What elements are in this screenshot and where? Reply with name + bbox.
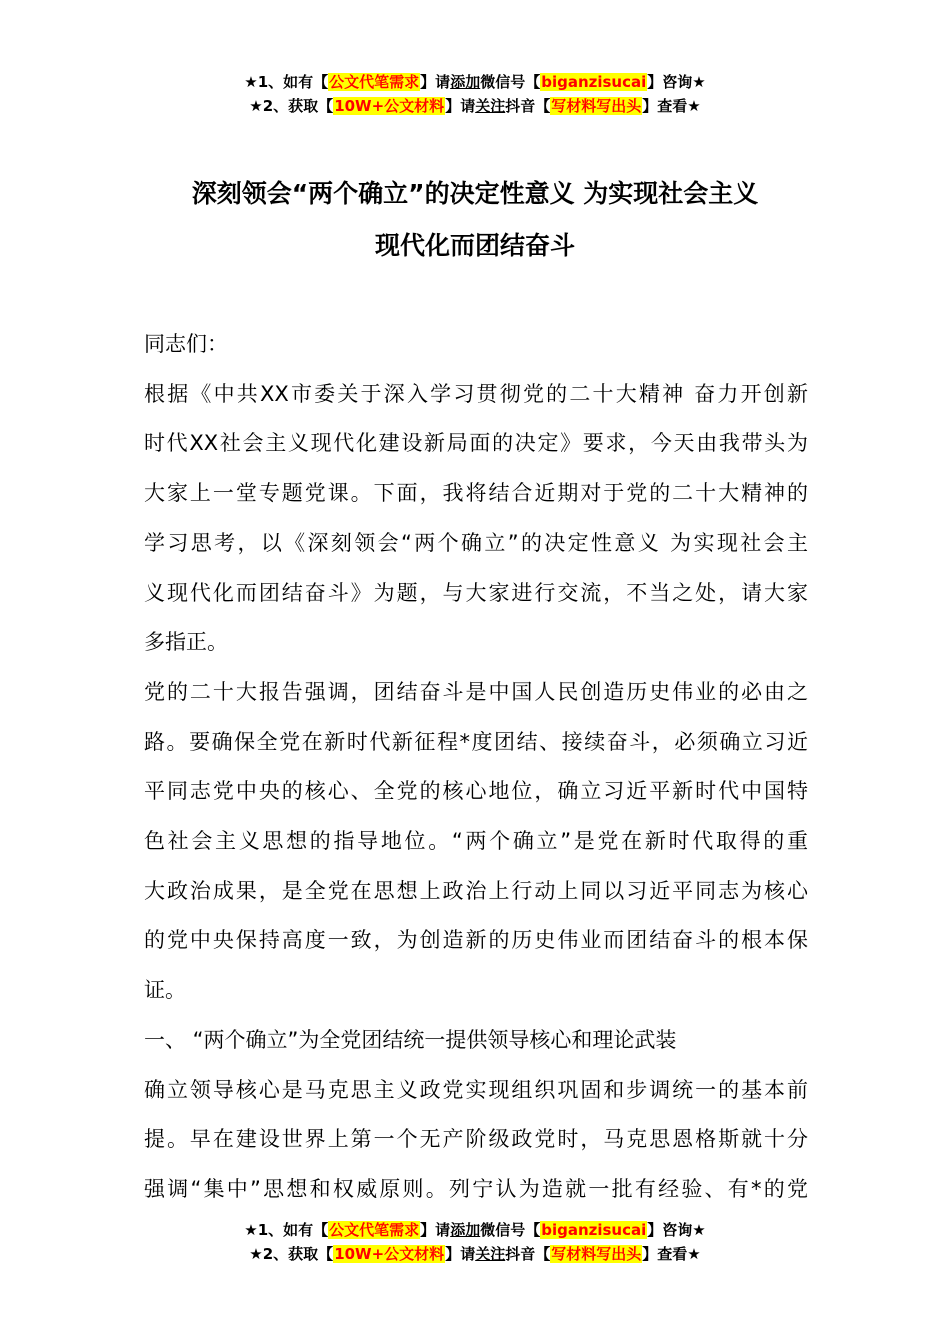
text-line: 确立领导核心是马克思主义政党实现组织巩固和步调统一的基本前 xyxy=(144,1077,808,1102)
banner-text: ★2、获取【 xyxy=(249,97,334,115)
text-line: 路。要确保全党在新时代新征程*度团结、接续奋斗，必须确立习近 xyxy=(144,729,808,754)
text-line: 一、 “两个确立”为全党团结统一提供领导核心和理论武装 xyxy=(144,1027,677,1052)
banner-highlight: 10W+公文材料 xyxy=(334,1245,445,1263)
banner-text: 抖音【 xyxy=(505,97,551,115)
banner-highlight: 写材料写出头 xyxy=(551,97,642,115)
text-line: 根据《中共XX市委关于深入学习贯彻党的二十大精神 奋力开创新 xyxy=(144,381,808,406)
banner-text: 】查看★ xyxy=(642,97,701,115)
banner-emphasis: 关注 xyxy=(475,97,506,115)
banner-highlight: 写材料写出头 xyxy=(551,1245,642,1263)
banner-text: ★1、如有【 xyxy=(244,73,329,91)
document-body xyxy=(144,320,808,1215)
banner-emphasis: 关注 xyxy=(475,1245,506,1263)
banner-text: 】请 xyxy=(445,1245,476,1263)
text-line: 党的二十大报告强调，团结奋斗是中国人民创造历史伟业的必由之 xyxy=(144,679,808,704)
banner-line-1 xyxy=(0,70,950,94)
banner-text: 】咨询★ xyxy=(647,73,706,91)
banner-text: 】查看★ xyxy=(642,1245,701,1263)
banner-line-2 xyxy=(0,1242,950,1266)
text-line: 平同志党中央的核心、全党的核心地位，确立习近平新时代中国特 xyxy=(144,779,808,804)
text-line: 多指正。 xyxy=(144,630,228,655)
banner-highlight: biganzisucai xyxy=(541,1221,647,1239)
banner-highlight: 公文代笔需求 xyxy=(329,73,420,91)
text-line: 时代XX社会主义现代化建设新局面的决定》要求，今天由我带头为 xyxy=(144,431,808,456)
banner-text: 微信号【 xyxy=(480,1221,541,1239)
text-line: 学习思考，以《深刻领会“两个确立”的决定性意义 为实现社会主 xyxy=(144,530,808,555)
text-line: 大政治成果，是全党在思想上政治上行动上同以习近平同志为核心 xyxy=(144,878,808,903)
text-line: 强调“集中”思想和权威原则。列宁认为造就一批有经验、有*的党 xyxy=(144,1176,808,1201)
title-line: 深刻领会“两个确立”的决定性意义 为实现社会主义 xyxy=(191,179,759,208)
text-line: 义现代化而团结奋斗》为题，与大家进行交流，不当之处，请大家 xyxy=(144,580,808,605)
text-line: 同志们： xyxy=(144,332,228,356)
banner-text: 微信号【 xyxy=(480,73,541,91)
text-line: 的党中央保持高度一致，为创造新的历史伟业而团结奋斗的根本保 xyxy=(144,928,808,953)
paragraph-1 xyxy=(144,370,808,668)
banner-text: 抖音【 xyxy=(505,1245,551,1263)
text-line: 提。早在建设世界上第一个无产阶级政党时，马克思恩格斯就十分 xyxy=(144,1127,808,1152)
banner-highlight: 公文代笔需求 xyxy=(329,1221,420,1239)
banner-emphasis: 添加 xyxy=(450,73,481,91)
title-line: 现代化而团结奋斗 xyxy=(374,231,575,260)
banner-emphasis: 添加 xyxy=(450,1221,481,1239)
banner-text: ★1、如有【 xyxy=(244,1221,329,1239)
footer-banner xyxy=(0,1218,950,1266)
banner-highlight: 10W+公文材料 xyxy=(334,97,445,115)
banner-line-2 xyxy=(0,94,950,118)
text-line: 色社会主义思想的指导地位。“两个确立”是党在新时代取得的重 xyxy=(144,829,808,854)
text-line: 大家上一堂专题党课。下面，我将结合近期对于党的二十大精神的 xyxy=(144,481,808,506)
banner-line-1 xyxy=(0,1218,950,1242)
header-banner xyxy=(0,70,950,118)
banner-text: 】请 xyxy=(420,73,451,91)
greeting xyxy=(144,320,808,370)
document-title xyxy=(0,168,950,272)
paragraph-3 xyxy=(144,1066,808,1215)
banner-text: 】请 xyxy=(445,97,476,115)
banner-text: 】咨询★ xyxy=(647,1221,706,1239)
banner-text: ★2、获取【 xyxy=(249,1245,334,1263)
text-line: 证。 xyxy=(144,978,186,1003)
section-heading-1 xyxy=(144,1016,808,1066)
paragraph-2 xyxy=(144,668,808,1016)
banner-highlight: biganzisucai xyxy=(541,73,647,91)
banner-text: 】请 xyxy=(420,1221,451,1239)
